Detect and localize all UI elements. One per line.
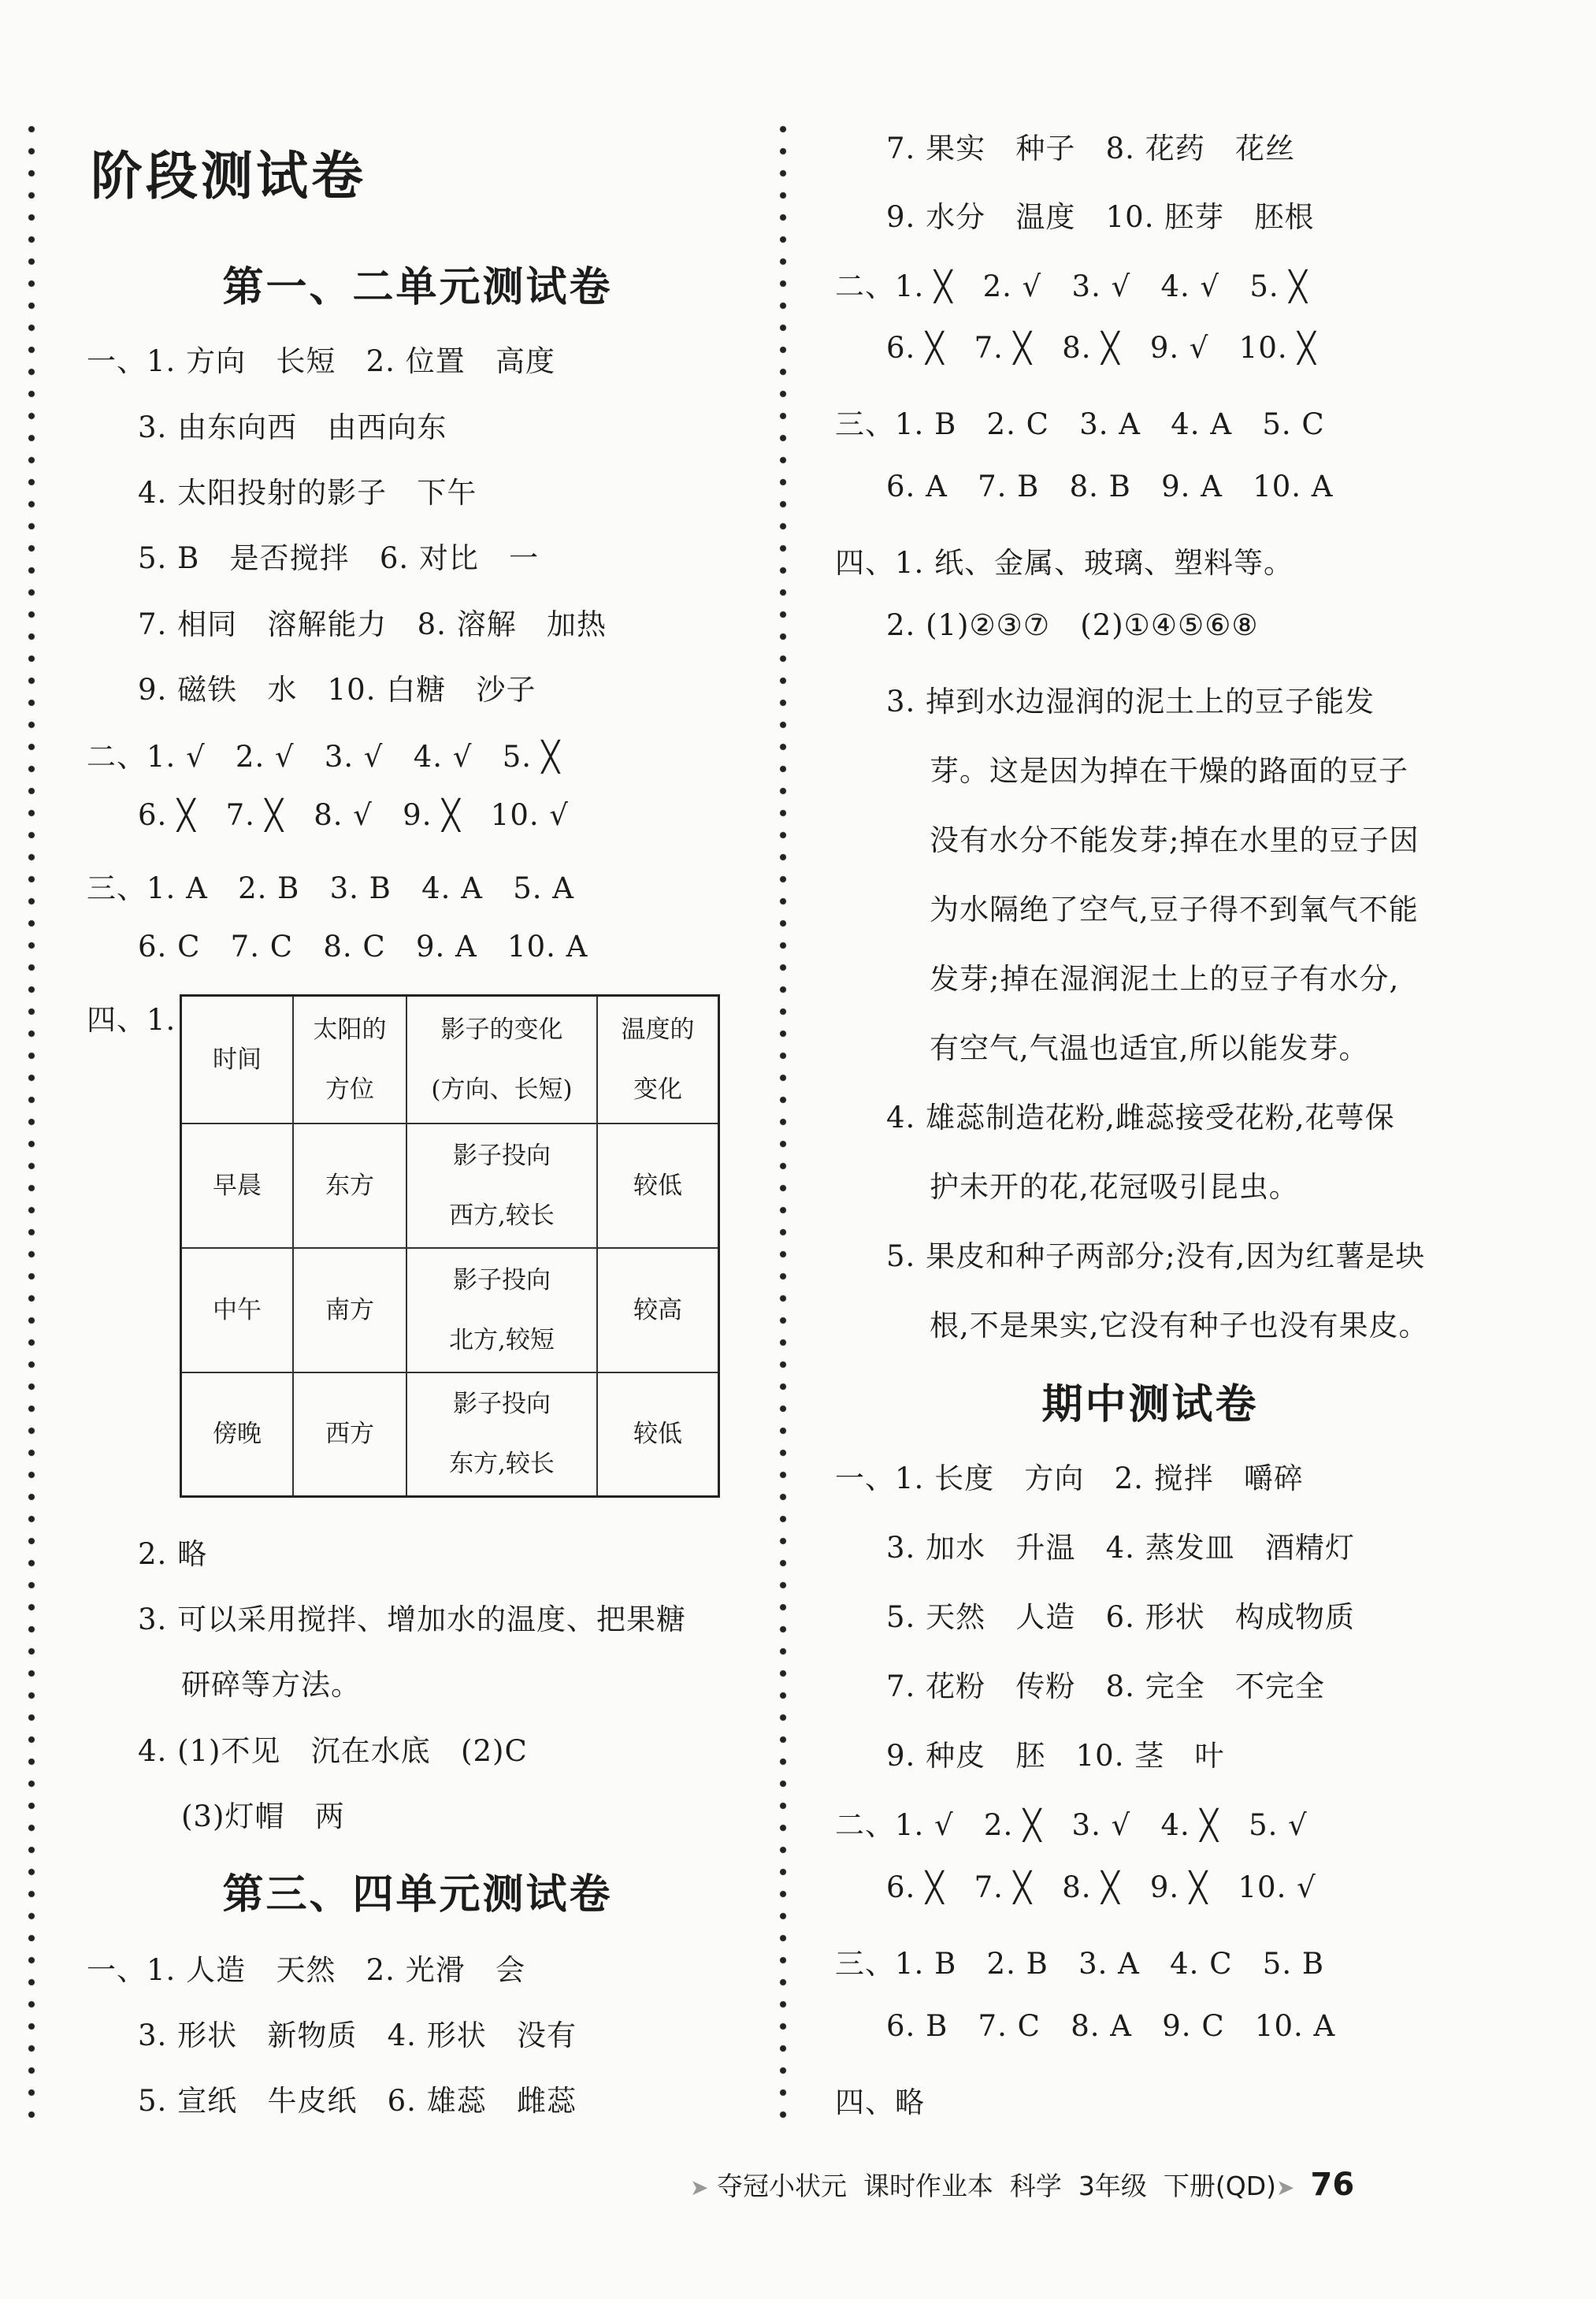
table-cell: 南方 [293, 1248, 406, 1372]
answer-line: 护未开的花,花冠吸引昆虫。 [930, 1170, 1299, 1204]
answer-line: 三、1. A 2. B 3. B 4. A 5. A [87, 871, 574, 905]
answer-line: 四、1. [87, 1003, 176, 1037]
page-number: 76 [1310, 2167, 1355, 2203]
answer-line: 研碎等方法。 [181, 1668, 361, 1702]
answer-line: 2. 略 [138, 1537, 208, 1571]
page-footer [674, 2135, 1354, 2203]
table-row [181, 1124, 719, 1248]
answer-line: 7. 相同 溶解能力 8. 溶解 加热 [138, 607, 607, 641]
answer-line: 9. 磁铁 水 10. 白糖 沙子 [138, 673, 536, 707]
table-cell: 较低 [597, 1124, 719, 1248]
arrow-icon: ➤ [689, 2175, 709, 2201]
section-title-midterm: 期中测试卷 [1041, 1381, 1259, 1428]
answer-line: 5. B 是否搅拌 6. 对比 一 [138, 541, 540, 575]
table-header-cell: 温度的 变化 [597, 996, 719, 1124]
page-title: 阶段测试卷 [91, 146, 366, 206]
footer-grade: 3年级 [1078, 2171, 1147, 2201]
answer-line: 3. 形状 新物质 4. 形状 没有 [138, 2019, 577, 2052]
table-cell: 傍晚 [181, 1372, 294, 1497]
table-cell: 影子投向 东方,较长 [406, 1372, 597, 1497]
answer-line: 有空气,气温也适宜,所以能发芽。 [930, 1031, 1369, 1065]
answer-line: 3. 加水 升温 4. 蒸发皿 酒精灯 [886, 1531, 1355, 1565]
answer-line: 9. 种皮 胚 10. 茎 叶 [886, 1739, 1225, 1773]
answer-line: 发芽;掉在湿润泥土上的豆子有水分, [930, 962, 1400, 996]
table-cell: 较高 [597, 1248, 719, 1372]
table-cell: 早晨 [181, 1124, 294, 1248]
table-cell: 西方 [293, 1372, 406, 1497]
footer-volume: 下册(QD) [1163, 2171, 1277, 2201]
answer-line: 5. 宣纸 牛皮纸 6. 雄蕊 雌蕊 [138, 2084, 577, 2118]
footer-book: 课时作业本 [863, 2171, 993, 2201]
binding-dots-left [27, 118, 36, 2119]
answer-line: 4. 太阳投射的影子 下午 [138, 476, 477, 510]
answer-line: 6. C 7. C 8. C 9. A 10. A [138, 930, 588, 964]
section-title-unit-1-2: 第一、二单元测试卷 [222, 264, 613, 311]
table-cell: 影子投向 北方,较短 [406, 1248, 597, 1372]
answer-line: 7. 花粉 传粉 8. 完全 不完全 [886, 1669, 1325, 1703]
answer-line: 7. 果实 种子 8. 花药 花丝 [886, 132, 1295, 165]
table-cell: 影子投向 西方,较长 [406, 1124, 597, 1248]
answer-line: 二、1. √ 2. √ 3. √ 4. √ 5. ╳ [87, 740, 561, 774]
table-cell: 东方 [293, 1124, 406, 1248]
answer-line: 四、略 [835, 2085, 925, 2119]
answer-line: 二、1. ╳ 2. √ 3. √ 4. √ 5. ╳ [835, 269, 1308, 303]
answer-line: 6. ╳ 7. ╳ 8. ╳ 9. ╳ 10. √ [886, 1870, 1316, 1904]
answer-line: 6. A 7. B 8. B 9. A 10. A [886, 470, 1334, 503]
answer-line: 5. 果皮和种子两部分;没有,因为红薯是块 [886, 1239, 1426, 1273]
observation-table [180, 994, 720, 1498]
answer-line: 6. ╳ 7. ╳ 8. √ 9. ╳ 10. √ [138, 798, 569, 832]
section-title-unit-3-4: 第三、四单元测试卷 [222, 1871, 613, 1918]
answer-line: 3. 可以采用搅拌、增加水的温度、把果糖 [138, 1603, 687, 1636]
answer-line: 为水隔绝了空气,豆子得不到氧气不能 [930, 893, 1419, 927]
answer-line: 9. 水分 温度 10. 胚芽 胚根 [886, 200, 1315, 234]
answer-line: 根,不是果实,它没有种子也没有果皮。 [930, 1309, 1429, 1343]
answer-line: 一、1. 长度 方向 2. 搅拌 嚼碎 [835, 1461, 1304, 1495]
table-cell: 中午 [181, 1248, 294, 1372]
answer-line: 没有水分不能发芽;掉在水里的豆子因 [930, 823, 1420, 857]
answer-line: 4. 雄蕊制造花粉,雌蕊接受花粉,花萼保 [886, 1101, 1395, 1135]
table-header-cell: 影子的变化 (方向、长短) [406, 996, 597, 1124]
footer-subject: 科学 [1009, 2171, 1062, 2201]
answer-line: 三、1. B 2. B 3. A 4. C 5. B [835, 1947, 1325, 1981]
binding-dots-middle [778, 118, 788, 2119]
answer-line: 二、1. √ 2. ╳ 3. √ 4. ╳ 5. √ [835, 1808, 1308, 1842]
answer-line: 四、1. 纸、金属、玻璃、塑料等。 [835, 546, 1294, 580]
answer-line: 6. B 7. C 8. A 9. C 10. A [886, 2009, 1336, 2043]
table-header-row [181, 996, 719, 1124]
answer-line: 3. 由东向西 由西向东 [138, 410, 447, 444]
answer-line: 5. 天然 人造 6. 形状 构成物质 [886, 1600, 1355, 1634]
footer-brand: 夺冠小状元 [716, 2171, 847, 2201]
answer-line: (3)灯帽 两 [181, 1799, 345, 1833]
answer-line: 4. (1)不见 沉在水底 (2)C [138, 1734, 528, 1768]
answer-line: 6. ╳ 7. ╳ 8. ╳ 9. √ 10. ╳ [886, 331, 1316, 365]
table-header-cell: 时间 [181, 996, 294, 1124]
answer-line: 2. (1)②③⑦ (2)①④⑤⑥⑧ [886, 608, 1259, 642]
table-header-cell: 太阳的 方位 [293, 996, 406, 1124]
table-row [181, 1248, 719, 1372]
table-cell: 较低 [597, 1372, 719, 1497]
answer-line: 芽。这是因为掉在干燥的路面的豆子 [930, 754, 1409, 788]
answer-line: 一、1. 人造 天然 2. 光滑 会 [87, 1953, 525, 1987]
arrow-icon: ➤ [1276, 2175, 1295, 2201]
table-row [181, 1372, 719, 1497]
answer-line: 3. 掉到水边湿润的泥土上的豆子能发 [886, 685, 1375, 719]
answer-line: 三、1. B 2. C 3. A 4. A 5. C [835, 407, 1325, 441]
answer-line: 一、1. 方向 长短 2. 位置 高度 [87, 344, 555, 378]
